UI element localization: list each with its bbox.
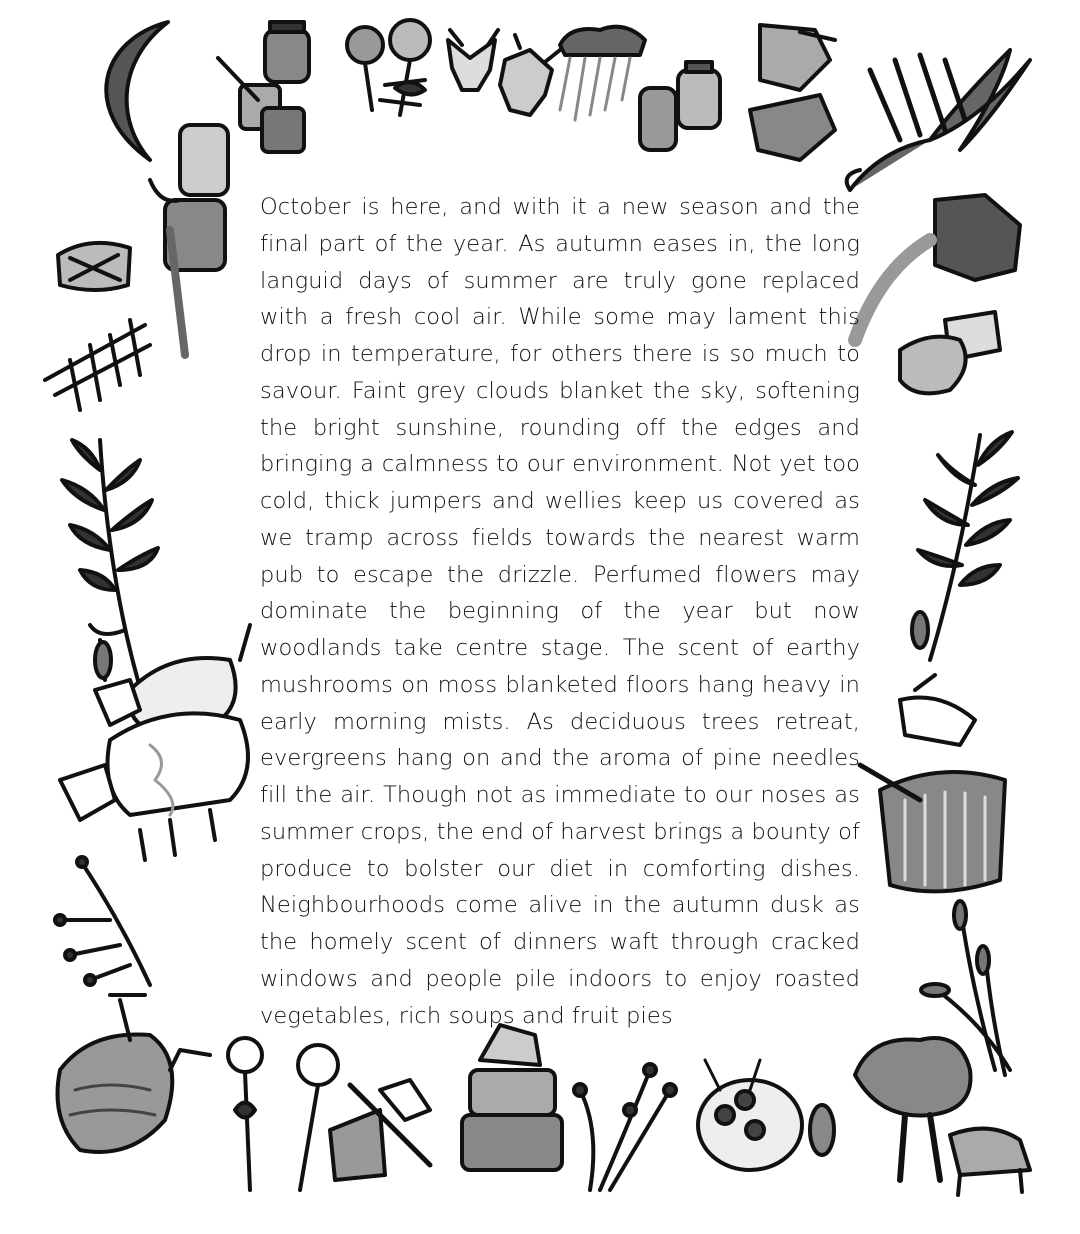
fruit-plate-icon: [698, 1060, 834, 1170]
goat-heads-icon: [448, 30, 560, 115]
hand-bucket-icon: [860, 675, 1005, 891]
cheese-cutting-icon: [750, 25, 835, 160]
pie-icon: [58, 243, 130, 290]
cheese-wheels-icon: [462, 1025, 562, 1170]
herb-bunch-icon: [574, 1064, 676, 1190]
fence-tools-icon: [45, 320, 150, 410]
flowers-icon: [347, 20, 430, 115]
milk-churn-icon: [150, 125, 228, 355]
jars-icon: [640, 62, 720, 150]
herb-sprig-icon: [55, 857, 150, 985]
crescent-moon-icon: [106, 22, 168, 160]
cows-icon: [60, 625, 250, 860]
bottom-flowers-icon: [228, 1038, 338, 1190]
log-axe-icon: [58, 995, 211, 1152]
body-text: October is here, and with it a new season and the final part of the year. As autumn eases in, the long languid days of summer are truly gone replaced with a fresh cool air. While some may lament this drop in temperature, for others there is so much to savour. Faint grey clouds blanket the sky, softening the bright sunshine, rounding off the edges and bringing a calmness to our environment. Not yet too cold, thick jumpers and wellies keep us covered as we tramp across fields towards the nearest warm pub to escape the drizzle. Perfumed flowers may dominate the beginning of the year but now woodlands take centre stage. The scent of earthy mushrooms on moss blanketed floors hang heavy in early morning mists. As deciduous trees retreat, evergreens hang on and the aroma of pine needles fill the air. Though not as immediate to our noses as summer crops, the end of harvest brings a bounty of produce to bolster our diet in comforting dishes. Neighbourhoods come alive in the autumn dusk as the homely scent of dinners waft through cracked windows and people pile indoors to enjoy roasted vegetables, rich soups and fruit pies: [260, 194, 860, 1029]
right-leafy-branch-icon: [912, 432, 1018, 660]
rain-cloud-icon: [560, 27, 645, 120]
cheese-knife-icon: [330, 1080, 430, 1180]
swooping-bird-icon: [847, 50, 1030, 190]
jam-jars-icon: [218, 22, 309, 152]
pouring-teapot-icon: [855, 195, 1020, 393]
